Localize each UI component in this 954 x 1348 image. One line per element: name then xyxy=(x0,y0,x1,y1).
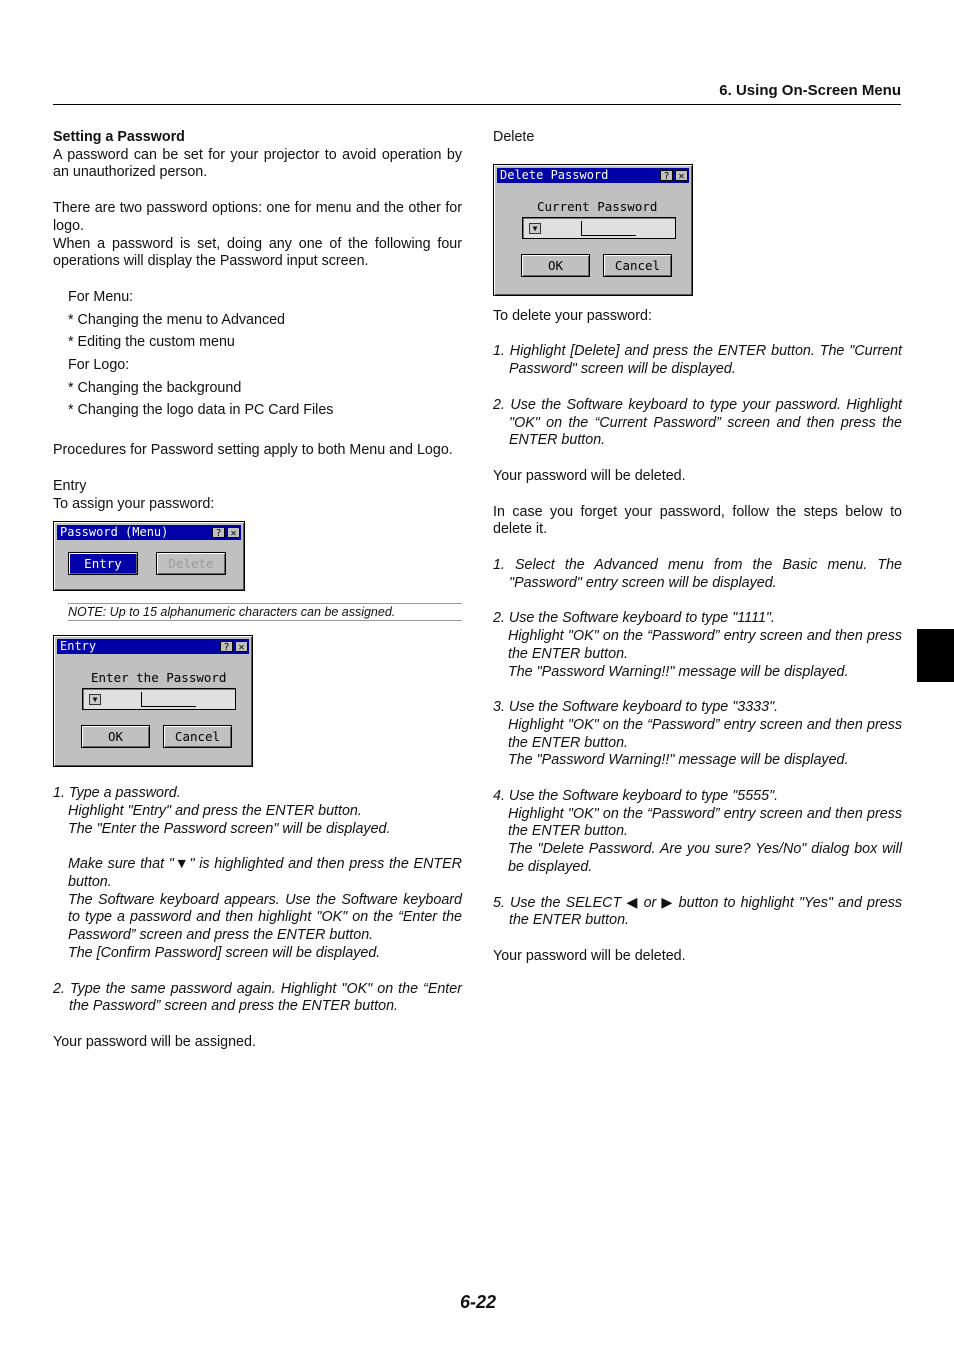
close-icon[interactable]: ✕ xyxy=(675,170,688,181)
chapter-tab-marker xyxy=(917,629,954,682)
step-text: Highlight "OK" on the “Password” entry screen and then press the ENTER button. xyxy=(508,716,902,751)
enter-password-label: Enter the Password xyxy=(91,670,227,686)
dialog-title: Entry xyxy=(60,639,97,654)
step-text: Highlight "OK" on the “Password” entry screen and then press the ENTER button. xyxy=(508,805,902,840)
help-icon[interactable]: ? xyxy=(660,170,673,181)
dialog-title: Delete Password xyxy=(500,167,609,182)
paragraph: A password can be set for your projector to avoid operation by an unauthorized person. xyxy=(53,146,462,181)
paragraph: Your password will be deleted. xyxy=(493,467,686,484)
for-logo-label: For Logo: xyxy=(68,357,130,374)
paragraph: In case you forget your password, follow the steps below to delete it. xyxy=(493,503,902,538)
list-item: * Changing the background xyxy=(68,379,242,396)
entry-label: Entry xyxy=(53,477,87,494)
forget-step-3: 3. Use the Software keyboard to type "3333". xyxy=(493,699,779,716)
delete-password-dialog xyxy=(493,164,693,296)
list-item: * Changing the logo data in PC Card Files xyxy=(68,402,334,419)
text-cursor xyxy=(141,692,142,707)
paragraph: There are two password options: one for menu and the other for logo. xyxy=(53,200,462,234)
forget-step-2: 2. Use the Software keyboard to type "1111". xyxy=(493,610,775,627)
dialog-title: Password (Menu) xyxy=(60,525,169,540)
password-field[interactable] xyxy=(82,688,236,710)
step-text: Highlight "OK" on the “Password” entry screen and then press the ENTER button. xyxy=(508,628,902,662)
dialog-title-bar xyxy=(57,525,241,540)
help-icon[interactable]: ? xyxy=(212,527,225,538)
dropdown-icon[interactable]: ▼ xyxy=(529,223,541,234)
ok-button[interactable]: OK xyxy=(81,725,150,748)
paragraph: To delete your password: xyxy=(493,307,652,324)
forget-step-5: 5. Use the SELECT ◀ or ▶ button to highlight "Yes" and press the ENTER button. xyxy=(493,894,902,929)
ok-button[interactable]: OK xyxy=(521,254,590,277)
paragraph: To assign your password: xyxy=(53,495,215,512)
delete-button[interactable]: Delete xyxy=(156,552,226,575)
step-1: 1. Type a password. xyxy=(53,785,181,802)
note: NOTE: Up to 15 alphanumeric characters can be assigned. xyxy=(68,603,462,621)
paragraph: Your password will be assigned. xyxy=(53,1033,256,1050)
delete-step-1: 1. Highlight [Delete] and press the ENTER button. The "Current Password" screen will be displayed. xyxy=(493,343,902,378)
step-text: The Software keyboard appears. Use the Software keyboard to type a password and then highlight "OK" on the “Enter the Password” screen and press the ENTER button. xyxy=(68,891,462,944)
left-column xyxy=(53,129,462,1052)
dialog-title-bar xyxy=(497,168,689,183)
close-icon[interactable]: ✕ xyxy=(235,641,248,652)
password-menu-dialog xyxy=(53,521,245,591)
step-2: 2. Type the same password again. Highlight "OK" on the “Enter the Password” screen and press the ENTER button. xyxy=(53,980,462,1015)
section-heading: Setting a Password xyxy=(53,129,185,145)
current-password-label: Current Password xyxy=(537,198,658,214)
step-text: The "Password Warning!!" message will be displayed. xyxy=(508,752,849,769)
right-column xyxy=(493,129,902,966)
step-text: The "Delete Password. Are you sure? Yes/No" dialog box will be displayed. xyxy=(508,841,902,875)
cancel-button[interactable]: Cancel xyxy=(163,725,232,748)
header-rule xyxy=(53,104,901,105)
delete-step-2: 2. Use the Software keyboard to type your password. Highlight "OK" on the “Current Password” screen and then press the ENTER button. xyxy=(493,396,902,449)
forget-step-4: 4. Use the Software keyboard to type "5555". xyxy=(493,788,779,805)
paragraph: Procedures for Password setting apply to both Menu and Logo. xyxy=(53,442,453,459)
help-icon[interactable]: ? xyxy=(220,641,233,652)
step-text: Make sure that "▼" is highlighted and then press the ENTER button. xyxy=(68,856,462,891)
text-cursor xyxy=(581,221,582,236)
forget-step-1: 1. Select the Advanced menu from the Basic menu. The "Password" entry screen will be displayed. xyxy=(493,557,902,591)
list-item: * Changing the menu to Advanced xyxy=(68,311,285,328)
dialog-title-bar xyxy=(57,639,249,654)
dropdown-icon[interactable]: ▼ xyxy=(89,694,101,705)
step-text: The "Password Warning!!" message will be displayed. xyxy=(508,663,849,680)
header-title: 6. Using On-Screen Menu xyxy=(719,82,901,99)
password-field[interactable] xyxy=(522,217,676,239)
paragraph: When a password is set, doing any one of the following four operations will display the Password input screen. xyxy=(53,235,462,270)
paragraph: Your password will be deleted. xyxy=(493,947,686,964)
delete-label: Delete xyxy=(493,129,535,145)
entry-button[interactable]: Entry xyxy=(68,552,138,575)
page-number: 6-22 xyxy=(460,1292,497,1312)
for-menu-label: For Menu: xyxy=(68,288,134,305)
step-text: The "Enter the Password screen" will be displayed. xyxy=(68,820,391,837)
input-underline xyxy=(141,706,196,707)
step-text: Highlight "Entry" and press the ENTER button. xyxy=(68,802,362,819)
input-underline xyxy=(581,235,636,236)
list-item: * Editing the custom menu xyxy=(68,334,235,351)
step-text: The [Confirm Password] screen will be displayed. xyxy=(68,944,381,961)
cancel-button[interactable]: Cancel xyxy=(603,254,672,277)
entry-dialog xyxy=(53,635,253,767)
close-icon[interactable]: ✕ xyxy=(227,527,240,538)
